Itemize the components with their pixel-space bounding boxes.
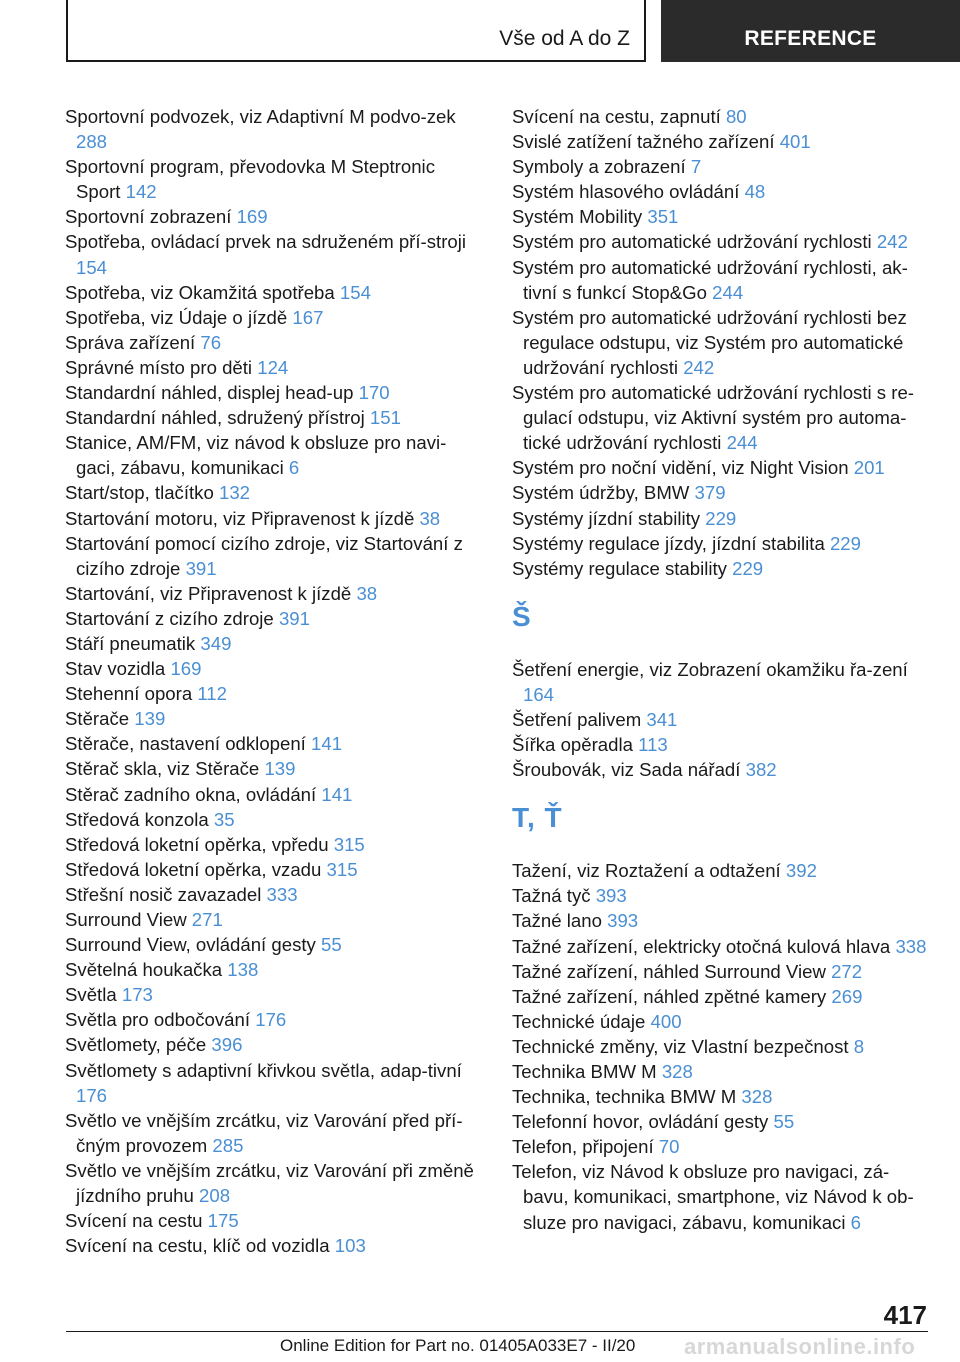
index-entry-text: Startování motoru, viz Připravenost k jízdě [65,507,415,529]
index-entry [65,506,480,531]
page-reference-link[interactable]: 229 [705,507,737,529]
header-section-box [66,0,646,62]
index-entry [512,934,932,959]
index-entry-text: Stěrače [65,708,130,730]
index-entry-text: Šířka opěradla [512,734,633,756]
index-entry-text: Světlomety, péče [65,1034,207,1056]
page-reference-link[interactable]: 401 [779,131,811,153]
index-entry [65,631,480,656]
index-entry [65,229,480,279]
index-entry [65,1108,480,1158]
index-entry-text: Systém pro noční vidění, viz Night Vision [512,457,849,479]
index-entry [65,1032,480,1057]
index-entry-text: Svícení na cestu, zapnutí [512,106,721,127]
page-reference-link[interactable]: 333 [266,883,298,905]
index-entry [65,807,480,832]
index-entry [512,732,932,757]
page-reference-link[interactable]: 154 [76,256,108,278]
page-reference-link[interactable]: 271 [191,909,223,930]
page-reference-link[interactable]: 112 [197,683,227,705]
index-entry [65,154,480,204]
index-entry-text: Telefon, viz Návod k obsluze pro navigaci, zá-bavu, komunikaci, smartphone, viz Návod k ob-sluze pro navigaci, zábavu, komunikaci [512,1161,914,1233]
index-entry-text: Surround View, ovládání gesty [65,934,316,956]
index-entry-text: Systém pro automatické udržování rychlosti, ak-tivní s funkcí Stop&Go [512,256,908,303]
page-reference-link[interactable]: 7 [690,156,702,178]
index-entry-text: Spotřeba, ovládací prvek na sdruženém pří-stroji [65,231,466,253]
watermark: armanualsonline.info [684,1334,916,1359]
index-column-left [65,104,480,1258]
index-entry [512,154,932,179]
page-reference-link[interactable]: 391 [185,557,217,579]
index-entry-text: Střešní nosič zavazadel [65,883,262,905]
index-entry [65,907,480,932]
index-entry [512,757,932,782]
page-reference-link[interactable]: 55 [773,1111,795,1133]
index-entry-text: Tažné zařízení, náhled Surround View [512,960,826,982]
page-reference-link[interactable]: 6 [850,1211,861,1233]
section-heading-t: T, Ť [512,802,563,834]
index-entry [512,984,932,1009]
page-reference-link[interactable]: 349 [200,632,232,654]
index-entry-text: Světla pro odbočování [65,1009,251,1031]
index-entry [65,731,480,756]
index-entry-text: Systémy regulace stability [512,557,727,579]
page-reference-link[interactable]: 70 [658,1136,680,1158]
index-entry-text: Startování, viz Připravenost k jízdě [65,582,352,604]
index-entry [65,782,480,807]
page-reference-link[interactable]: 328 [741,1086,773,1108]
index-entry-text: Spotřeba, viz Údaje o jízdě [65,306,288,328]
index-entry [512,1109,932,1134]
index-entry-text: Svícení na cestu, klíč od vozidla [65,1235,330,1257]
page-reference-link[interactable]: 113 [638,734,668,756]
page-reference-link[interactable]: 201 [853,457,885,479]
page-reference-link[interactable]: 285 [212,1134,244,1156]
page-reference-link[interactable]: 154 [339,281,371,303]
page-reference-link[interactable]: 141 [321,783,353,805]
index-entry-text: Tažení, viz Roztažení a odtažení [512,860,781,882]
index-entry [512,255,932,305]
index-entry-text: Systém pro automatické udržování rychlosti s re-gulací odstupu, viz Aktivní systém pro automa-tické udržování rychlosti [512,382,914,454]
index-entry-text: Stehenní opora [65,683,193,705]
page-header [0,0,960,64]
index-entry-text: Sportovní program, převodovka M Steptronic Sport [65,156,435,203]
index-entry [65,882,480,907]
page-reference-link[interactable]: 242 [876,231,908,253]
index-entry [65,681,480,706]
page-reference-link[interactable]: 351 [647,206,679,228]
index-entry [65,1233,480,1258]
index-entry [65,706,480,731]
page-reference-link[interactable]: 242 [683,356,715,378]
index-entry-text: Telefonní hovor, ovládání gesty [512,1111,769,1133]
page-reference-link[interactable]: 393 [607,910,639,932]
page-reference-link[interactable]: 169 [170,658,202,680]
page-reference-link[interactable]: 288 [76,131,108,153]
index-entry [65,1208,480,1233]
page-reference-link[interactable]: 164 [523,683,555,705]
index-entry [65,305,480,330]
index-entry [512,1034,932,1059]
index-entry-text: Sportovní podvozek, viz Adaptivní M podvo-zek [65,106,456,127]
index-entry-text: Stanice, AM/FM, viz návod k obsluze pro navi-gaci, zábavu, komunikaci [65,432,447,479]
index-entry [65,280,480,305]
index-entry [512,455,932,480]
index-entry-text: Tažné zařízení, elektricky otočná kulová hlava [512,935,891,957]
index-entry-text: Systém pro automatické udržování rychlosti [512,231,872,253]
page-reference-link[interactable]: 139 [264,758,296,780]
index-entry [512,229,932,254]
index-entry [512,480,932,505]
index-entry-text: Světlo ve vnějším zrcátku, viz Varování při změně jízdního pruhu [65,1159,474,1207]
index-entry-text: Stěrače, nastavení odklopení [65,733,306,755]
index-entry [512,204,932,229]
index-entry-text: Světelná houkačka [65,959,223,981]
index-entry [512,104,932,129]
index-entry [65,480,480,505]
page-reference-link[interactable]: 38 [419,507,441,529]
index-entry [512,305,932,380]
index-entry [65,857,480,882]
header-chapter-label: REFERENCE [744,27,877,50]
page-reference-link[interactable]: 55 [321,934,342,956]
index-entry [512,1084,932,1109]
page-reference-link[interactable]: 170 [358,382,390,404]
index-group-s [512,104,932,581]
page-reference-link[interactable]: 208 [199,1185,231,1207]
page-reference-link[interactable]: 244 [712,281,744,303]
index-entry-text: Startování z cizího zdroje [65,607,274,629]
page-reference-link[interactable]: 141 [311,733,343,755]
index-entry-text: Technické údaje [512,1010,646,1032]
index-group-t [512,858,932,1234]
section-heading-sh: Š [512,600,532,632]
index-entry-text: Systém údržby, BMW [512,482,690,504]
index-entry [65,380,480,405]
index-entry [65,430,480,480]
page-reference-link[interactable]: 400 [650,1010,682,1032]
index-entry-text: Standardní náhled, sdružený přístroj [65,407,365,429]
index-entry-text: Správné místo pro děti [65,356,253,378]
index-entry [65,330,480,355]
index-entry-text: Svícení na cestu [65,1210,203,1232]
page-reference-link[interactable]: 76 [200,331,222,353]
index-entry [65,1007,480,1032]
page-reference-link[interactable]: 244 [726,432,758,454]
index-entry [512,858,932,883]
page-reference-link[interactable]: 382 [745,759,777,781]
page-reference-link[interactable]: 80 [725,106,747,127]
index-entry-text: Surround View [65,909,187,930]
index-entry-text: Šetření palivem [512,708,642,730]
page-reference-link[interactable]: 151 [369,407,401,429]
page-reference-link[interactable]: 175 [207,1210,239,1232]
index-entry [65,982,480,1007]
page-reference-link[interactable]: 48 [744,181,766,203]
page-reference-link[interactable]: 328 [661,1061,693,1082]
index-entry-text: Telefon, připojení [512,1136,654,1158]
page-reference-link[interactable]: 341 [646,708,678,730]
page-reference-link[interactable]: 132 [219,482,251,504]
page-reference-link[interactable]: 393 [595,885,627,907]
page-reference-link[interactable]: 176 [255,1009,287,1031]
index-entry-text: Světla [65,984,117,1006]
page-number: 417 [883,1300,927,1330]
page-reference-link[interactable]: 35 [213,808,235,830]
index-entry [65,531,480,581]
page-reference-link[interactable]: 139 [134,708,166,730]
index-entry-text: Šetření energie, viz Zobrazení okamžiku řa-zení [512,658,908,680]
index-entry-text: Správa zařízení [65,331,196,353]
page-reference-link[interactable]: 176 [76,1084,108,1106]
footer-divider [66,1331,928,1332]
index-entry [512,380,932,455]
index-entry [512,1009,932,1034]
index-entry [512,129,932,154]
index-entry [512,531,932,556]
page-reference-link[interactable]: 269 [831,985,863,1007]
header-section-title: Vše od A do Z [499,27,630,50]
index-entry [65,405,480,430]
index-entry-text: Technické změny, viz Vlastní bezpečnost [512,1035,849,1057]
index-entry [512,556,932,581]
index-entry-text: Stěrač zadního okna, ovládání [65,783,317,805]
index-entry-text: Tažné zařízení, náhled zpětné kamery [512,985,827,1007]
index-entry-text: Stěrač skla, viz Stěrače [65,758,260,780]
index-entry-text: Systémy jízdní stability [512,507,701,529]
page-reference-link[interactable]: 167 [292,306,324,328]
index-entry [65,1158,480,1208]
index-entry-text: Systém Mobility [512,206,643,228]
index-entry [512,707,932,732]
index-entry [512,883,932,908]
index-entry [65,581,480,606]
page-reference-link[interactable]: 229 [732,557,764,579]
index-entry [512,506,932,531]
page-reference-link[interactable]: 124 [257,356,289,378]
footer-edition: Online Edition for Part no. 01405A033E7 - II/20 [280,1336,636,1355]
index-entry [512,1134,932,1159]
page-reference-link[interactable]: 229 [829,532,861,554]
index-entry [65,832,480,857]
page-reference-link[interactable]: 315 [333,833,365,855]
page-reference-link[interactable]: 392 [785,860,817,882]
index-entry-text: Systém pro automatické udržování rychlosti bez regulace odstupu, viz Systém pro automatické udržování rychlosti [512,306,907,378]
page-reference-link[interactable]: 173 [121,984,153,1006]
page-reference-link[interactable]: 6 [288,457,300,479]
page-reference-link[interactable]: 338 [895,935,927,957]
page-reference-link[interactable]: 38 [356,582,378,604]
index-entry-text: Standardní náhled, displej head-up [65,382,354,404]
index-entry-text: Světlomety s adaptivní křivkou světla, adap-tivní [65,1059,462,1081]
index-entry [65,957,480,982]
index-entry-text: Spotřeba, viz Okamžitá spotřeba [65,281,335,303]
index-entry [65,204,480,229]
index-entry [65,606,480,631]
page-reference-link[interactable]: 315 [326,858,358,880]
index-entry [65,656,480,681]
index-entry [65,104,480,154]
page-reference-link[interactable]: 8 [853,1035,865,1057]
index-entry-text: Středová konzola [65,808,209,830]
index-entry-text: Tažné lano [512,910,602,932]
index-entry-text: Systémy regulace jízdy, jízdní stabilita [512,532,825,554]
index-entry-text: Start/stop, tlačítko [65,482,214,504]
page-reference-link[interactable]: 396 [211,1034,243,1056]
index-entry [512,1059,932,1084]
page-reference-link[interactable]: 379 [694,482,726,504]
index-entry-text: Stav vozidla [65,658,166,680]
index-group-sh [512,657,932,782]
page-reference-link[interactable]: 272 [831,960,863,982]
index-entry-text: Sportovní zobrazení [65,206,232,228]
header-chapter-tab [661,0,960,62]
index-entry [65,355,480,380]
index-column-right [512,104,932,1235]
index-entry-text: Svislé zatížení tažného zařízení [512,131,775,153]
index-entry [512,908,932,933]
index-entry-text: Technika, technika BMW M [512,1086,737,1108]
index-entry-text: Startování pomocí cizího zdroje, viz Startování z cizího zdroje [65,532,463,579]
index-entry [512,657,932,707]
page-reference-link[interactable]: 391 [278,607,310,629]
index-entry-text: Systém hlasového ovládání [512,181,740,203]
index-entry [65,932,480,957]
index-entry-text: Středová loketní opěrka, vpředu [65,833,329,855]
index-entry-text: Technika BMW M [512,1061,657,1082]
index-entry [512,1159,932,1234]
page-reference-link[interactable]: 138 [227,959,259,981]
page-reference-link[interactable]: 103 [334,1235,366,1257]
index-entry [65,1058,480,1108]
index-entry [512,959,932,984]
index-entry-text: Tažná tyč [512,885,591,907]
index-entry-text: Světlo ve vnějším zrcátku, viz Varování před pří-čným provozem [65,1109,463,1156]
index-entry [512,179,932,204]
index-entry-text: Šroubovák, viz Sada nářadí [512,759,741,781]
page-reference-link[interactable]: 169 [236,206,268,228]
index-entry [65,756,480,781]
index-entry-text: Symboly a zobrazení [512,156,686,178]
index-entry-text: Stáří pneumatik [65,632,196,654]
page-reference-link[interactable]: 142 [125,181,157,203]
index-entry-text: Středová loketní opěrka, vzadu [65,858,322,880]
